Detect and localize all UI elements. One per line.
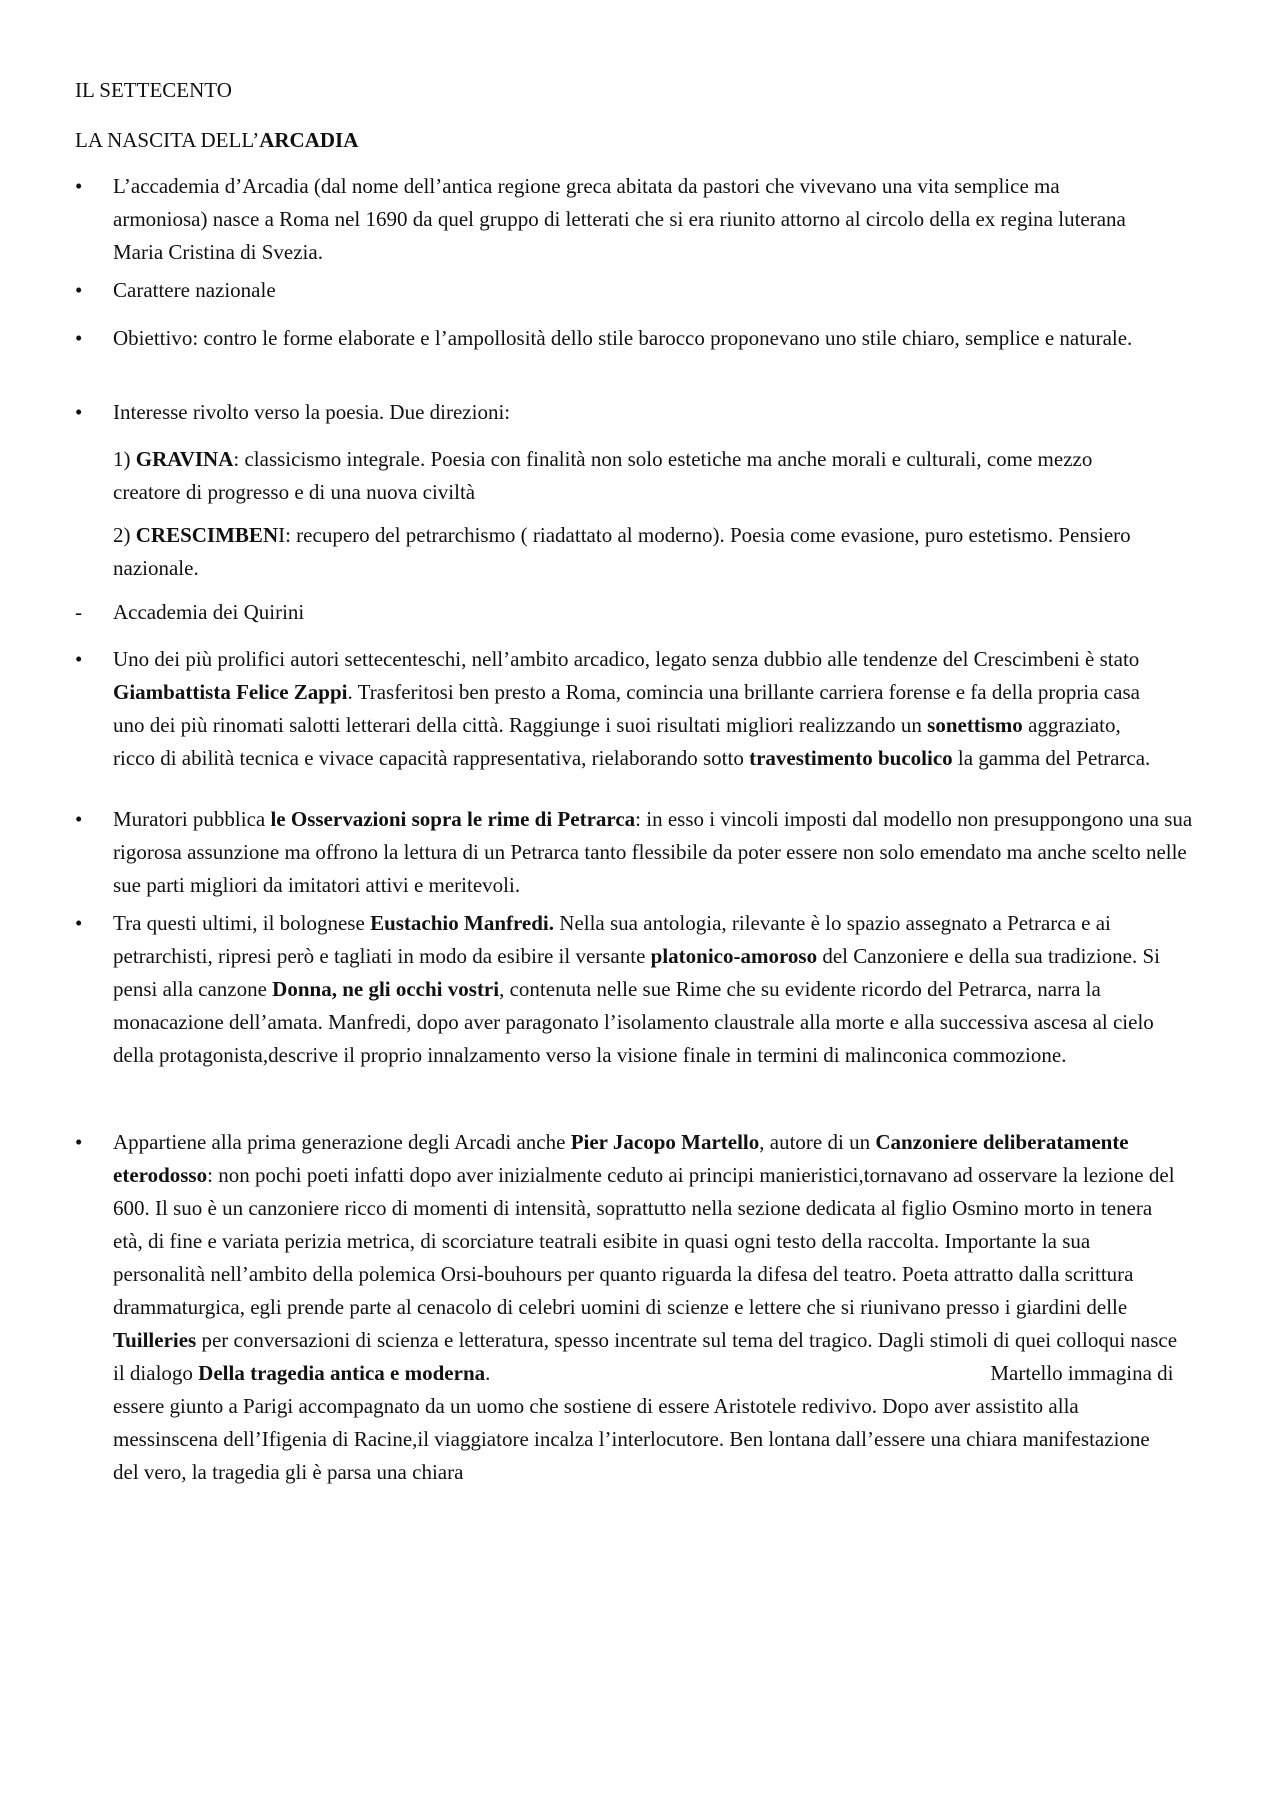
list-item-zappi [75,643,1205,775]
text-run: . [485,1361,491,1385]
item-text [113,907,1163,1072]
bullet: • [75,911,83,935]
direction-name: GRAVINA [135,447,234,471]
heading-prefix: LA NASCITA DELL’ [75,128,260,152]
bullet: • [75,278,83,302]
text-run: , contenuta nelle sue Rime che su evidente ricordo del Petrarca, narra la monacazione dell’amata. Manfredi, dopo aver paragonato l’isolamento claustrale alla morte e alla successiva ascesa al cielo della protagonista,descrive il proprio innalzamento verso la visione finale in termini di malinconica commozione. [113,977,1154,1067]
direction-crescimbeni [75,519,1205,585]
bullet: • [75,807,83,831]
text-run: : in esso i vincoli imposti dal modello non presuppongono una sua rigorosa assunzione ma offrono la lettura di un Petrarca tanto flessibile da poter essere non solo emendato ma anche scelto nelle sue parti migliori da imitatori attivi e meritevoli. [113,807,1193,897]
text-run: Appartiene alla prima generazione degli Arcadi anche [113,1130,571,1154]
direction-description: : classicismo integrale. Poesia con finalità non solo estetiche ma anche morali e culturali, come mezzo creatore di progresso e di una nuova civiltà [113,447,1093,504]
list-item-objective [75,322,1205,355]
bullet: • [75,400,83,424]
direction-gravina [75,443,1205,509]
text-run: Martello immagina di essere giunto a Parigi accompagnato da un uomo che sostiene di essere Aristotele redivivo. Dopo aver assistito alla messinscena dell’Ifigenia di Racine,il viaggiatore incalza l’interlocutore. Ben lontana dall’essere una chiara manifestazione del vero, la tragedia gli è parsa una chiara [113,1361,1174,1484]
dash-item-quirini [75,596,1205,629]
direction-number: 1) [113,447,136,471]
text-run: Uno dei più prolifici autori settecenteschi, nell’ambito arcadico, legato senza dubbio alle tendenze del Crescimbeni è stato [113,647,1140,671]
item-text: Carattere nazionale [113,278,276,302]
direction-name: CRESCIMBEN [135,523,279,547]
bullet: • [75,1130,83,1154]
item-text [113,803,1213,902]
bold-run: travestimento bucolico [749,746,953,770]
document-title: IL SETTECENTO [75,78,232,102]
text-run: , autore di un [759,1130,876,1154]
bold-run: Pier Jacopo Martello [570,1130,760,1154]
text-run: aggraziato, ricco di abilità tecnica e vivace capacità rappresentativa, rielaborando sotto [113,713,1121,770]
bullet: • [75,326,83,350]
text-run: . Trasferitosi ben presto a Roma, comincia una brillante carriera forense e fa della propria casa uno dei più rinomati salotti letterari della città. Raggiunge i suoi risultati migliori realizzando un [113,680,1140,737]
item-text: Interesse rivolto verso la poesia. Due direzioni: [113,400,511,424]
item-text [113,1126,1178,1489]
bold-run: Donna, ne gli occhi vostri [272,977,500,1001]
bold-run: le Osservazioni sopra le rime di Petrarca [270,807,636,831]
bold-run: Della tragedia antica e moderna [198,1361,486,1385]
bullet: • [75,647,83,671]
list-item-poetry-interest [75,396,1205,429]
section-heading [75,124,1205,157]
list-item-arcadia-origin [75,170,1205,269]
direction-number: 2) [113,523,136,547]
list-item-manfredi [75,907,1205,1072]
bold-run: Giambattista Felice Zappi [113,680,348,704]
text-run: la gamma del Petrarca. [952,746,1151,770]
dash-marker: - [75,600,82,624]
direction-text [113,443,1113,509]
list-item-muratori [75,803,1205,902]
bold-run: Canzoniere deliberatamente eterodosso [113,1130,1129,1187]
bold-run: Eustachio Manfredi. [370,911,555,935]
text-run: : non pochi poeti infatti dopo aver inizialmente ceduto ai principi manieristici,tornavano ad osservare la lezione del 600. Il suo è un canzoniere ricco di momenti di intensità, soprattutto nella sezione dedicata al figlio Osmino morto in tenera età, di fine e variata perizia metrica, di scorciature teatrali esibite in quasi ogni testo della raccolta. Importante la sua personalità nell’ambito della polemica Orsi-bouhours per quanto riguarda la difesa del teatro. Poeta attratto dalla scrittura drammaturgica, egli prende parte al cenacolo di celebri uomini di scienze e lettere che si riunivano presso i giardini delle [113,1163,1175,1319]
text-run: per conversazioni di scienza e letteratura, spesso incentrate sul tema del tragico. Dagli stimoli di quei colloqui nasce il dialogo [113,1328,1178,1385]
text-run: Muratori pubblica [113,807,271,831]
list-item-martello [75,1126,1205,1489]
bold-run: Tuilleries [113,1328,197,1352]
bullet: • [75,174,83,198]
item-text [113,643,1163,775]
text-run: Tra questi ultimi, il bolognese [113,911,371,935]
item-text: Accademia dei Quirini [113,600,305,624]
text-run: del Canzoniere e della sua tradizione. Si pensi alla canzone [113,944,1160,1001]
bold-run: sonettismo [927,713,1023,737]
direction-description: I: recupero del petrarchismo ( riadattato al moderno). Poesia come evasione, puro estetismo. Pensiero nazionale. [113,523,1131,580]
item-text: L’accademia d’Arcadia (dal nome dell’antica regione greca abitata da pastori che vivevano una vita semplice ma armoniosa) nasce a Roma nel 1690 da quel gruppo di letterati che si era riunito attorno al circolo della ex regina luterana Maria Cristina di Svezia. [113,174,1126,264]
list-item-national-character [75,274,1205,307]
direction-text [113,519,1133,585]
text-run: Nella sua antologia, rilevante è lo spazio assegnato a Petrarca e ai petrarchisti, ripresi però e tagliati in modo da esibire il versante [113,911,1111,968]
item-text: Obiettivo: contro le forme elaborate e l’ampollosità dello stile barocco proponevano uno stile chiaro, semplice e naturale. [113,326,1133,350]
heading-bold: ARCADIA [259,128,359,152]
bold-run: platonico-amoroso [650,944,818,968]
